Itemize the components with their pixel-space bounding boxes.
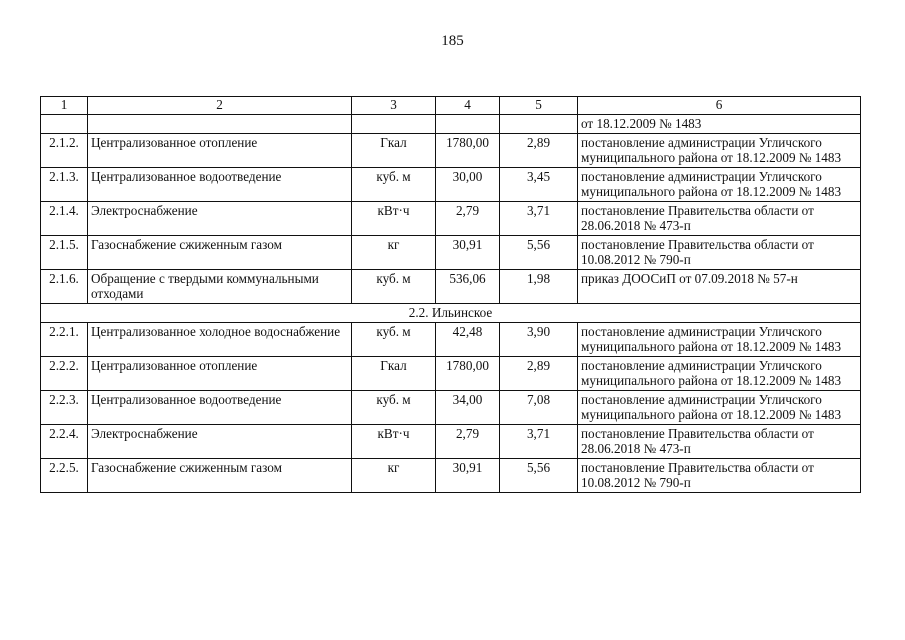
column-header: 3 <box>352 97 436 115</box>
cell-unit: куб. м <box>352 168 436 202</box>
cell-value: 5,56 <box>500 459 578 493</box>
table-header-row <box>41 97 861 115</box>
table-row <box>41 168 861 202</box>
section-title: 2.2. Ильинское <box>41 304 861 323</box>
cell-value: 3,71 <box>500 425 578 459</box>
cell-unit: кг <box>352 236 436 270</box>
cell-value: 2,89 <box>500 134 578 168</box>
cell-value: 1,98 <box>500 270 578 304</box>
cell-number: 2.2.5. <box>41 459 88 493</box>
cell-number: 2.2.4. <box>41 425 88 459</box>
cell-norm: 34,00 <box>436 391 500 425</box>
cell-service: Газоснабжение сжиженным газом <box>88 459 352 493</box>
cell-value: 7,08 <box>500 391 578 425</box>
cell-service: Централизованное водоотведение <box>88 168 352 202</box>
cell-document: постановление администрации Угличского муниципального района от 18.12.2009 № 1483 <box>578 391 861 425</box>
table-row <box>41 357 861 391</box>
cell-number: 2.2.3. <box>41 391 88 425</box>
cell-number: 2.2.1. <box>41 323 88 357</box>
cell-number <box>41 115 88 134</box>
continuation-row <box>41 115 861 134</box>
cell-value: 3,45 <box>500 168 578 202</box>
cell-service: Обращение с твердыми коммунальными отходами <box>88 270 352 304</box>
cell-document: постановление Правительства области от 28.06.2018 № 473-п <box>578 425 861 459</box>
cell-unit: куб. м <box>352 323 436 357</box>
cell-norm <box>436 115 500 134</box>
cell-norm: 2,79 <box>436 202 500 236</box>
cell-value: 3,71 <box>500 202 578 236</box>
cell-value <box>500 115 578 134</box>
table-row <box>41 391 861 425</box>
table-row <box>41 459 861 493</box>
cell-number: 2.1.6. <box>41 270 88 304</box>
cell-number: 2.1.3. <box>41 168 88 202</box>
cell-service: Централизованное водоотведение <box>88 391 352 425</box>
cell-document: приказ ДООСиП от 07.09.2018 № 57-н <box>578 270 861 304</box>
table-row <box>41 236 861 270</box>
cell-number: 2.1.2. <box>41 134 88 168</box>
column-header: 1 <box>41 97 88 115</box>
cell-document: постановление администрации Угличского муниципального района от 18.12.2009 № 1483 <box>578 168 861 202</box>
cell-document: постановление Правительства области от 10.08.2012 № 790-п <box>578 459 861 493</box>
cell-service: Централизованное отопление <box>88 134 352 168</box>
cell-value: 5,56 <box>500 236 578 270</box>
column-header: 5 <box>500 97 578 115</box>
section-row <box>41 304 861 323</box>
cell-service: Централизованное холодное водоснабжение <box>88 323 352 357</box>
page-number: 185 <box>441 33 464 49</box>
cell-document: постановление Правительства области от 10.08.2012 № 790-п <box>578 236 861 270</box>
cell-value: 3,90 <box>500 323 578 357</box>
cell-norm: 30,00 <box>436 168 500 202</box>
cell-unit: куб. м <box>352 391 436 425</box>
tariff-table <box>40 96 861 493</box>
cell-number: 2.2.2. <box>41 357 88 391</box>
cell-unit: кВт·ч <box>352 425 436 459</box>
table-row <box>41 202 861 236</box>
cell-document: постановление администрации Угличского муниципального района от 18.12.2009 № 1483 <box>578 323 861 357</box>
cell-norm: 536,06 <box>436 270 500 304</box>
table-row <box>41 134 861 168</box>
cell-norm: 1780,00 <box>436 134 500 168</box>
cell-document: постановление администрации Угличского муниципального района от 18.12.2009 № 1483 <box>578 134 861 168</box>
cell-unit <box>352 115 436 134</box>
cell-document: постановление Правительства области от 28.06.2018 № 473-п <box>578 202 861 236</box>
table-row <box>41 425 861 459</box>
cell-document: от 18.12.2009 № 1483 <box>578 115 861 134</box>
cell-service: Электроснабжение <box>88 425 352 459</box>
table-row <box>41 323 861 357</box>
column-header: 4 <box>436 97 500 115</box>
cell-service: Электроснабжение <box>88 202 352 236</box>
cell-value: 2,89 <box>500 357 578 391</box>
column-header: 2 <box>88 97 352 115</box>
cell-unit: Гкал <box>352 134 436 168</box>
cell-norm: 1780,00 <box>436 357 500 391</box>
cell-unit: кВт·ч <box>352 202 436 236</box>
column-header: 6 <box>578 97 861 115</box>
cell-number: 2.1.4. <box>41 202 88 236</box>
cell-service: Газоснабжение сжиженным газом <box>88 236 352 270</box>
cell-unit: кг <box>352 459 436 493</box>
cell-unit: куб. м <box>352 270 436 304</box>
table-body <box>41 115 861 493</box>
cell-norm: 30,91 <box>436 459 500 493</box>
cell-norm: 30,91 <box>436 236 500 270</box>
cell-norm: 2,79 <box>436 425 500 459</box>
cell-norm: 42,48 <box>436 323 500 357</box>
cell-service <box>88 115 352 134</box>
cell-document: постановление администрации Угличского муниципального района от 18.12.2009 № 1483 <box>578 357 861 391</box>
cell-service: Централизованное отопление <box>88 357 352 391</box>
table-row <box>41 270 861 304</box>
cell-number: 2.1.5. <box>41 236 88 270</box>
cell-unit: Гкал <box>352 357 436 391</box>
